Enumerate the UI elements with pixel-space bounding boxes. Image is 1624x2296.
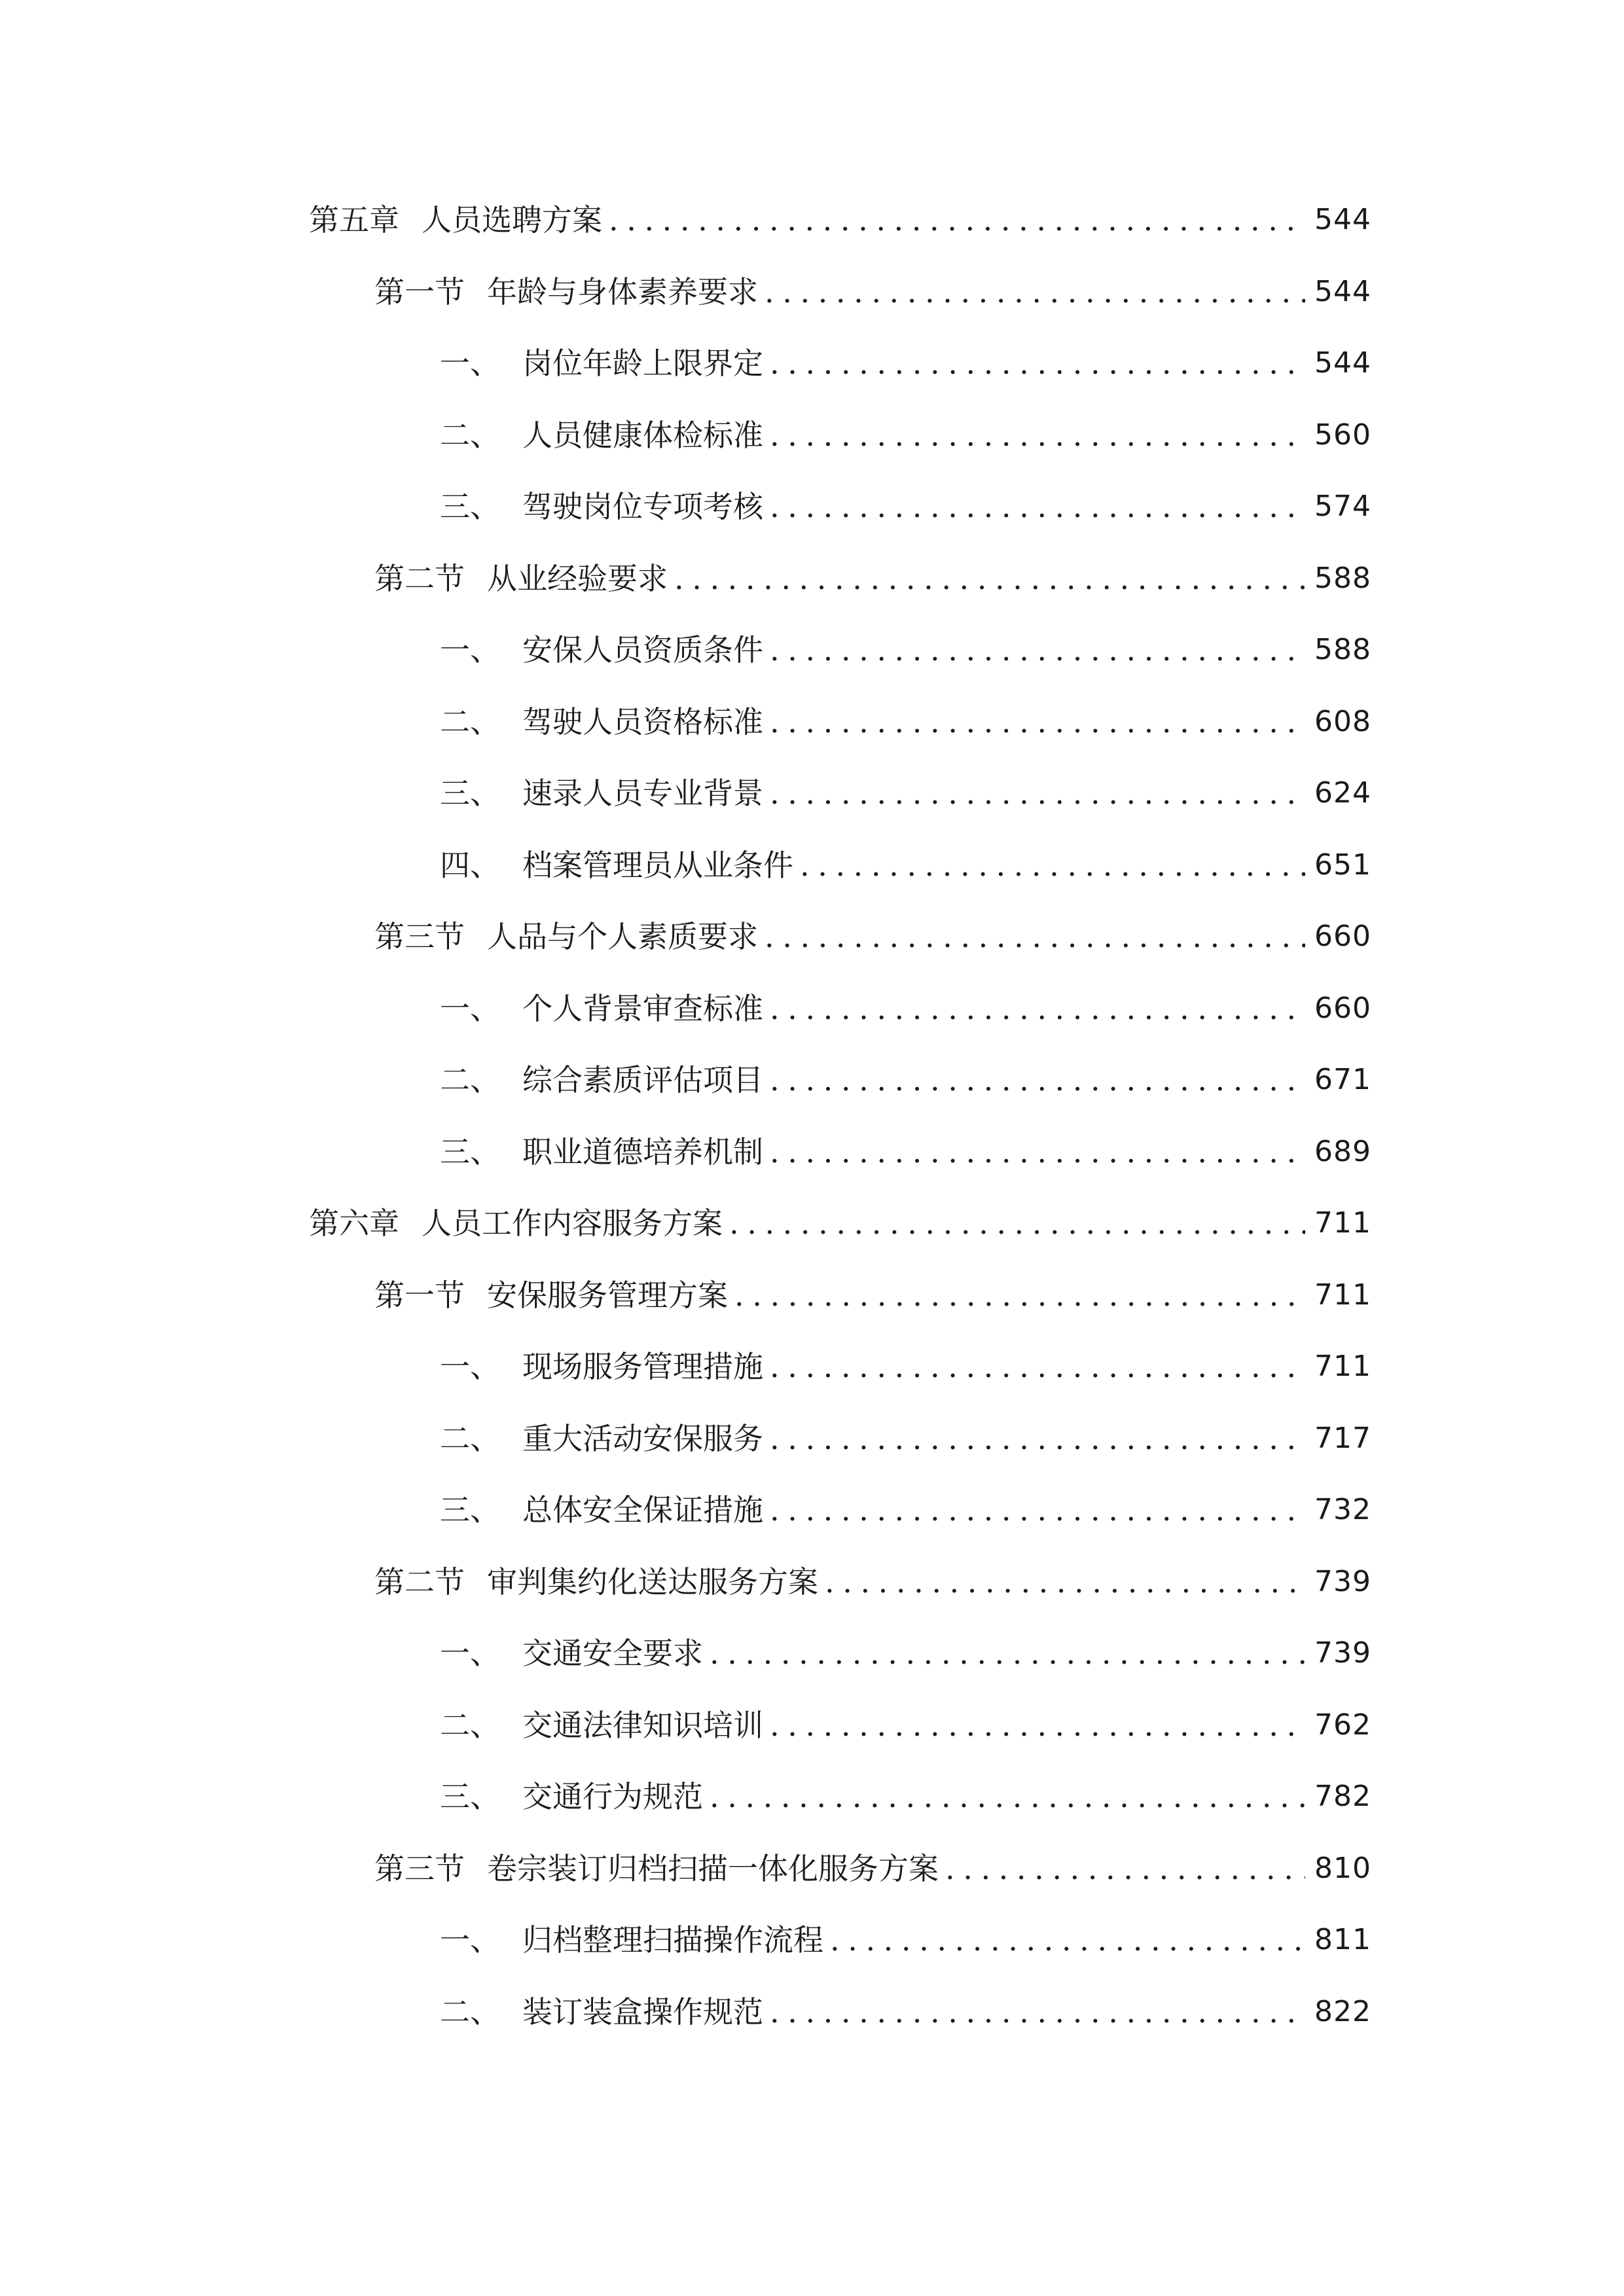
toc-dot-leader — [825, 1556, 1305, 1608]
toc-entry-title: 人员选聘方案 — [422, 202, 602, 238]
toc-entry[interactable] — [309, 194, 1371, 246]
toc-dot-leader — [765, 910, 1305, 963]
toc-entry-title: 卷宗装订归档扫描一体化服务方案 — [487, 1851, 939, 1886]
toc-entry[interactable] — [440, 624, 1371, 676]
toc-entry-title: 人品与个人素质要求 — [487, 919, 758, 954]
toc-page-number: 739 — [1314, 1636, 1371, 1670]
toc-entry[interactable] — [440, 1054, 1371, 1106]
toc-page-number: 608 — [1314, 705, 1371, 738]
toc-dot-leader — [770, 1484, 1305, 1536]
toc-dot-leader — [770, 1412, 1305, 1465]
toc-page-number: 588 — [1314, 633, 1371, 666]
toc-entry-title: 综合素质评估项目 — [522, 1062, 763, 1098]
toc-dot-leader — [770, 337, 1305, 389]
toc-dot-leader — [770, 1699, 1305, 1751]
toc-section-label: 第一节 — [374, 274, 465, 310]
toc-dot-leader — [770, 1340, 1305, 1393]
toc-page-number: 660 — [1314, 920, 1371, 953]
toc-entry[interactable] — [374, 1269, 1371, 1321]
toc-page-number: 560 — [1314, 418, 1371, 452]
toc-dot-leader — [770, 767, 1305, 819]
toc-page-number: 717 — [1314, 1422, 1371, 1455]
toc-dot-leader — [770, 624, 1305, 676]
toc-entry-number: 二、 — [440, 1994, 500, 2030]
toc-entry[interactable] — [440, 767, 1371, 819]
toc-section-label: 第三节 — [374, 1851, 465, 1886]
toc-page-number: 588 — [1314, 562, 1371, 595]
toc-page-number: 732 — [1314, 1493, 1371, 1526]
toc-entry-number: 一、 — [440, 632, 500, 668]
toc-dot-leader — [770, 982, 1305, 1035]
toc-entry-title: 从业经验要求 — [487, 561, 668, 596]
toc-entry-title: 安保服务管理方案 — [487, 1278, 728, 1313]
toc-dot-leader — [770, 1126, 1305, 1178]
toc-entry[interactable] — [440, 1340, 1371, 1393]
toc-entry[interactable] — [440, 1770, 1371, 1823]
toc-page-number: 544 — [1314, 275, 1371, 308]
toc-dot-leader — [734, 1269, 1305, 1321]
toc-entry[interactable] — [440, 696, 1371, 748]
toc-entry-title: 职业道德培养机制 — [522, 1134, 763, 1170]
toc-entry-title: 审判集约化送达服务方案 — [487, 1564, 818, 1600]
toc-entry[interactable] — [440, 337, 1371, 389]
toc-dot-leader — [800, 839, 1305, 891]
toc-page-number: 544 — [1314, 203, 1371, 236]
toc-entry[interactable] — [374, 1556, 1371, 1608]
toc-entry-title: 装订装盒操作规范 — [522, 1994, 763, 2030]
toc-page-number: 711 — [1314, 1350, 1371, 1383]
toc-dot-leader — [945, 1842, 1305, 1895]
toc-page-number: 689 — [1314, 1135, 1371, 1168]
toc-page-number: 811 — [1314, 1923, 1371, 1956]
toc-entry[interactable] — [440, 1914, 1371, 1966]
toc-dot-leader — [710, 1770, 1305, 1823]
toc-entry[interactable] — [374, 1842, 1371, 1895]
toc-entry-title: 个人背景审查标准 — [522, 991, 763, 1026]
toc-entry-title: 人员健康体检标准 — [522, 418, 763, 453]
toc-dot-leader — [770, 1054, 1305, 1106]
toc-entry[interactable] — [440, 409, 1371, 461]
toc-entry-number: 二、 — [440, 1708, 500, 1743]
toc-entry[interactable] — [440, 982, 1371, 1035]
toc-entry-title: 年龄与身体素养要求 — [487, 274, 758, 310]
toc-entry-title: 交通法律知识培训 — [522, 1708, 763, 1743]
toc-page-number: 810 — [1314, 1852, 1371, 1885]
toc-entry-title: 现场服务管理措施 — [522, 1349, 763, 1384]
toc-entry-title: 重大活动安保服务 — [522, 1421, 763, 1456]
toc-section-label: 第三节 — [374, 919, 465, 954]
toc-entry[interactable] — [440, 1126, 1371, 1178]
toc-page-number: 660 — [1314, 992, 1371, 1025]
toc-chapter-label: 第六章 — [309, 1206, 399, 1241]
toc-entry[interactable] — [374, 266, 1371, 318]
toc-dot-leader — [770, 696, 1305, 748]
toc-page-number: 574 — [1314, 490, 1371, 523]
toc-entry-number: 三、 — [440, 1779, 500, 1814]
toc-entry[interactable] — [440, 1412, 1371, 1465]
toc-entry-number: 一、 — [440, 346, 500, 381]
toc-dot-leader — [765, 266, 1305, 318]
toc-entry-number: 一、 — [440, 1349, 500, 1384]
toc-dot-leader — [609, 194, 1305, 246]
toc-entry[interactable] — [440, 839, 1371, 891]
toc-dot-leader — [770, 480, 1305, 533]
toc-entry-number: 四、 — [440, 848, 500, 883]
toc-entry[interactable] — [440, 1484, 1371, 1536]
toc-entry[interactable] — [440, 1627, 1371, 1679]
toc-page-number: 544 — [1314, 346, 1371, 380]
toc-entry[interactable] — [440, 1986, 1371, 2038]
toc-entry-number: 二、 — [440, 418, 500, 453]
toc-entry-title: 驾驶人员资格标准 — [522, 704, 763, 740]
toc-dot-leader — [770, 409, 1305, 461]
toc-dot-leader — [770, 1986, 1305, 2038]
toc-dot-leader — [674, 552, 1305, 605]
toc-page-number: 711 — [1314, 1278, 1371, 1312]
toc-entry[interactable] — [309, 1197, 1371, 1249]
toc-page-number: 782 — [1314, 1780, 1371, 1813]
toc-page-number: 711 — [1314, 1206, 1371, 1240]
toc-page-number: 651 — [1314, 848, 1371, 882]
toc-dot-leader — [710, 1627, 1305, 1679]
toc-entry-title: 总体安全保证措施 — [522, 1492, 763, 1528]
toc-entry-title: 档案管理员从业条件 — [522, 848, 793, 883]
toc-entry-title: 安保人员资质条件 — [522, 632, 763, 668]
toc-entry-number: 一、 — [440, 991, 500, 1026]
toc-page-number: 739 — [1314, 1565, 1371, 1598]
toc-dot-leader — [830, 1914, 1305, 1966]
toc-entry-number: 二、 — [440, 704, 500, 740]
toc-entry[interactable] — [440, 480, 1371, 533]
toc-entry-number: 二、 — [440, 1062, 500, 1098]
toc-section-label: 第二节 — [374, 1564, 465, 1600]
toc-section-label: 第二节 — [374, 561, 465, 596]
toc-entry-number: 三、 — [440, 489, 500, 524]
toc-entry[interactable] — [374, 552, 1371, 605]
toc-entry-title: 速录人员专业背景 — [522, 776, 763, 811]
toc-entry-title: 人员工作内容服务方案 — [422, 1206, 723, 1241]
toc-entry-number: 三、 — [440, 1492, 500, 1528]
toc-entry-number: 三、 — [440, 776, 500, 811]
toc-section-label: 第一节 — [374, 1278, 465, 1313]
toc-entry-number: 一、 — [440, 1636, 500, 1671]
toc-entry-number: 三、 — [440, 1134, 500, 1170]
toc-page-number: 671 — [1314, 1063, 1371, 1096]
toc-page-number: 822 — [1314, 1995, 1371, 2028]
toc-entry-title: 驾驶岗位专项考核 — [522, 489, 763, 524]
toc-entry-number: 二、 — [440, 1421, 500, 1456]
toc-entry[interactable] — [374, 910, 1371, 963]
toc-page-number: 624 — [1314, 776, 1371, 810]
toc-dot-leader — [729, 1197, 1305, 1249]
toc-entry[interactable] — [440, 1699, 1371, 1751]
toc-entry-number: 一、 — [440, 1922, 500, 1958]
toc-entry-title: 岗位年龄上限界定 — [522, 346, 763, 381]
toc-chapter-label: 第五章 — [309, 202, 399, 238]
toc-entry-title: 交通行为规范 — [522, 1779, 703, 1814]
toc-entry-title: 归档整理扫描操作流程 — [522, 1922, 823, 1958]
toc-entry-title: 交通安全要求 — [522, 1636, 703, 1671]
toc-page-number: 762 — [1314, 1708, 1371, 1742]
